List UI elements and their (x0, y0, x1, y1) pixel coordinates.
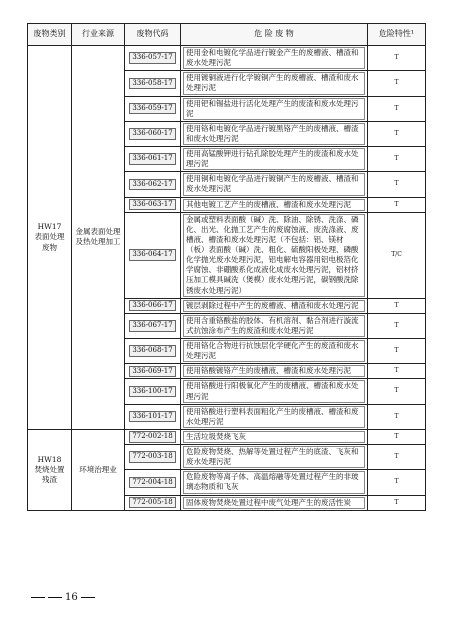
industry-source-cell: 金属表面处理 及热处理加工 (72, 46, 125, 430)
page-number: 16 (65, 592, 78, 603)
waste-description-cell (181, 445, 368, 470)
waste-code: 336-066-17 (129, 300, 175, 311)
waste-code: 772-005-18 (129, 497, 175, 508)
waste-description: 镀层剥除过程中产生的废槽液、槽渣和废水处理污泥 (183, 300, 365, 312)
waste-description-cell (181, 404, 368, 429)
waste-code-cell (125, 445, 181, 470)
waste-code-cell (125, 470, 181, 495)
waste-code: 336-059-17 (129, 103, 175, 114)
waste-description: 危险废物焚烧、热解等处置过程产生的底渣、飞灰和废水处理污泥 (183, 446, 365, 468)
waste-description: 危险废物等离子体、高温熔融等处置过程产生的非玻璃态物质和飞灰 (183, 471, 365, 493)
waste-description: 其他电镀工艺产生的废槽液、槽渣和废水处理污泥 (183, 199, 365, 211)
waste-description: 使用金和电镀化学品进行镀金产生的废槽液、槽渣和废水处理污泥 (183, 47, 365, 69)
waste-code: 772-003-18 (129, 451, 175, 462)
table-body (28, 46, 426, 511)
waste-code-cell (125, 379, 181, 404)
waste-code: 336-064-17 (129, 249, 175, 260)
column-header: 危险特性¹ (368, 24, 426, 46)
waste-description: 使用高锰酸钾进行钻孔除胶处理产生的废渣和废水处理污泥 (183, 148, 365, 170)
waste-code-cell (125, 339, 181, 364)
waste-code-cell (125, 364, 181, 379)
waste-description-cell (181, 379, 368, 404)
waste-category-cell: HW18 焚烧处置 残渣 (28, 429, 72, 510)
waste-description-cell (181, 495, 368, 510)
waste-description-cell (181, 147, 368, 172)
waste-description-cell (181, 121, 368, 146)
hazard-property-cell: T (368, 379, 426, 404)
waste-code: 336-061-17 (129, 153, 175, 164)
waste-description-cell (181, 96, 368, 121)
waste-code: 336-101-17 (129, 411, 175, 422)
waste-description-cell (181, 313, 368, 338)
hazard-property-cell: T (368, 71, 426, 96)
hazard-property-cell: T (368, 172, 426, 197)
waste-code-cell (125, 147, 181, 172)
waste-code: 336-069-17 (129, 366, 175, 377)
waste-code-cell (125, 46, 181, 71)
waste-code: 772-002-18 (129, 431, 175, 442)
hazard-property-cell: T (368, 495, 426, 510)
waste-code-cell (125, 197, 181, 212)
header-row (28, 24, 426, 46)
waste-description-cell (181, 470, 368, 495)
hazard-property-cell: T (368, 197, 426, 212)
hazard-property-cell: T (368, 445, 426, 470)
waste-code: 336-062-17 (129, 179, 175, 190)
waste-code: 336-057-17 (129, 52, 175, 63)
waste-code: 336-063-17 (129, 199, 175, 210)
waste-code-cell (125, 298, 181, 313)
page-footer (31, 592, 95, 603)
waste-category-cell: HW17 表面处理 废物 (28, 46, 72, 430)
waste-code-cell (125, 121, 181, 146)
waste-code: 336-060-17 (129, 128, 175, 139)
waste-description: 使用钯和锡盐进行活化处理产生的废渣和废水处理污泥 (183, 98, 365, 120)
hazardous-waste-table (27, 23, 426, 511)
waste-code-cell (125, 212, 181, 298)
table-row (28, 429, 426, 444)
hazard-property-cell: T (368, 298, 426, 313)
hazard-property-cell: T (368, 313, 426, 338)
waste-description-cell (181, 339, 368, 364)
column-header: 废物代码 (125, 24, 181, 46)
waste-description-cell (181, 298, 368, 313)
waste-description: 使用铬酸进行阳极氧化产生的废槽液、槽渣和废水处理污泥 (183, 380, 365, 402)
waste-code: 336-067-17 (129, 320, 175, 331)
waste-code-cell (125, 313, 181, 338)
waste-code-cell (125, 404, 181, 429)
waste-code: 336-100-17 (129, 386, 175, 397)
hazard-property-cell: T (368, 46, 426, 71)
waste-code-cell (125, 71, 181, 96)
waste-description: 使用铬酸进行塑料表面粗化产生的废槽液、槽渣和废水处理污泥 (183, 406, 365, 428)
waste-description-cell (181, 429, 368, 444)
waste-code-cell (125, 429, 181, 444)
waste-code-cell (125, 172, 181, 197)
hazard-property-cell: T (368, 121, 426, 146)
waste-description: 金属或塑料表面酸（碱）洗、除油、除锈、洗涤、磷化、出光、化抛工艺产生的废腐蚀液、废洗涤液、废槽液、槽渣和废水处理污泥（不包括：铝、镁材（板）表面酸（碱）洗、粗化、硫酸阳极处理、磷酸化学抛光废水处理污泥，铝电解电容器用铝电极箔化学腐蚀、非硼酸系化成液化成废水处理污泥，铝材挤压加工模具碱洗（煲模）废水处理污泥，碳钢酸洗除锈废水处理污泥） (183, 214, 365, 297)
waste-code: 336-058-17 (129, 78, 175, 89)
waste-description-cell (181, 46, 368, 71)
waste-code-cell (125, 96, 181, 121)
hazard-property-cell: T (368, 147, 426, 172)
waste-description: 固体废物焚烧处置过程中废气处理产生的废活性炭 (183, 497, 365, 509)
hazard-property-cell: T (368, 429, 426, 444)
column-header: 废物类别 (28, 24, 72, 46)
waste-description: 使用镀铜液进行化学镀铜产生的废槽液、槽渣和废水处理污泥 (183, 72, 365, 94)
waste-code: 772-004-18 (129, 477, 175, 488)
column-header: 危 险 废 物 (181, 24, 368, 46)
hazard-property-cell: T (368, 96, 426, 121)
waste-description-cell (181, 364, 368, 379)
waste-description: 使用铬和电镀化学品进行镀黑铬产生的废槽液、槽渣和废水处理污泥 (183, 123, 365, 145)
hazard-property-cell: T (368, 339, 426, 364)
waste-description-cell (181, 197, 368, 212)
table-row (28, 46, 426, 71)
footer-dash-left (31, 597, 45, 598)
waste-description: 使用铬化合物进行抗蚀层化学硬化产生的废渣和废水处理污泥 (183, 340, 365, 362)
waste-description: 使用铬酸镀铬产生的废槽液、槽渣和废水处理污泥 (183, 365, 365, 377)
waste-description: 使用含重铬酸盐的胶体、有机溶剂、黏合剂进行漩流式抗蚀涂布产生的废渣和废水处理污泥 (183, 315, 365, 337)
waste-description: 使用铜和电镀化学品进行镀铜产生的废槽液、槽渣和废水处理污泥 (183, 173, 365, 195)
footer-dash-right (81, 597, 95, 598)
hazard-property-cell: T/C (368, 212, 426, 298)
waste-description-cell (181, 71, 368, 96)
waste-code-cell (125, 495, 181, 510)
industry-source-cell: 环境治理业 (72, 429, 125, 510)
column-header: 行业来源 (72, 24, 125, 46)
hazard-property-cell: T (368, 470, 426, 495)
waste-description: 生活垃圾焚烧飞灰 (183, 431, 365, 443)
waste-code: 336-068-17 (129, 345, 175, 356)
waste-description-cell (181, 172, 368, 197)
hazard-property-cell: T (368, 404, 426, 429)
hazard-property-cell: T (368, 364, 426, 379)
waste-description-cell (181, 212, 368, 298)
footer-dash-left-2 (48, 597, 62, 598)
